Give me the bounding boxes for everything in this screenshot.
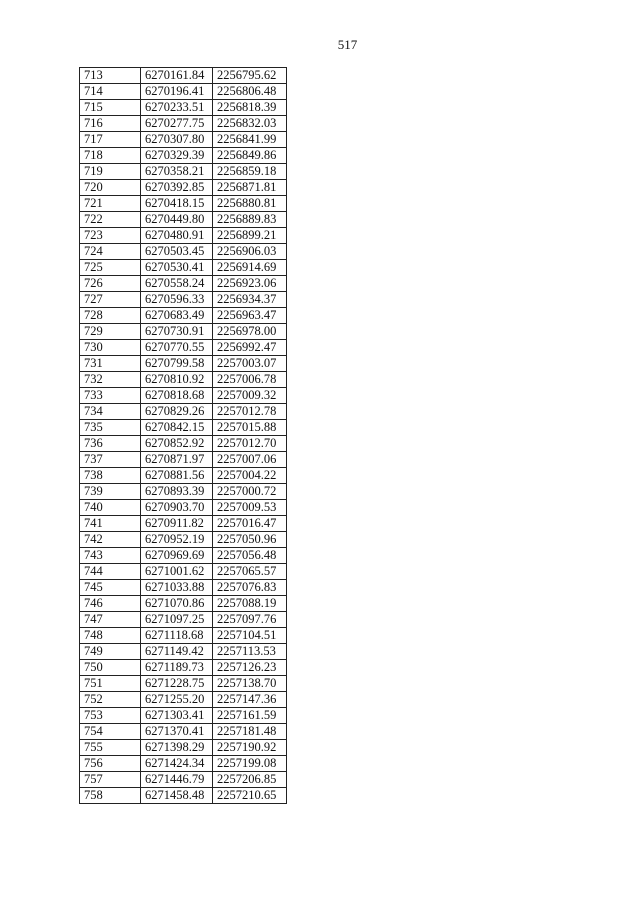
- y-coordinate-cell: 2256992.47: [213, 340, 287, 356]
- point-number-cell: 716: [80, 116, 141, 132]
- point-number-cell: 748: [80, 628, 141, 644]
- table-row: [80, 420, 287, 436]
- table-row: [80, 356, 287, 372]
- x-coordinate-cell: 6270358.21: [141, 164, 213, 180]
- point-number-cell: 742: [80, 532, 141, 548]
- point-number-cell: 727: [80, 292, 141, 308]
- x-coordinate-cell: 6271001.62: [141, 564, 213, 580]
- x-coordinate-cell: 6271189.73: [141, 660, 213, 676]
- table-row: [80, 100, 287, 116]
- table-row: [80, 292, 287, 308]
- y-coordinate-cell: 2257003.07: [213, 356, 287, 372]
- y-coordinate-cell: 2257190.92: [213, 740, 287, 756]
- point-number-cell: 746: [80, 596, 141, 612]
- y-coordinate-cell: 2257088.19: [213, 596, 287, 612]
- point-number-cell: 747: [80, 612, 141, 628]
- table-row: [80, 324, 287, 340]
- table-row: [80, 196, 287, 212]
- x-coordinate-cell: 6271398.29: [141, 740, 213, 756]
- point-number-cell: 753: [80, 708, 141, 724]
- point-number-cell: 721: [80, 196, 141, 212]
- table-row: [80, 116, 287, 132]
- point-number-cell: 750: [80, 660, 141, 676]
- point-number-cell: 722: [80, 212, 141, 228]
- x-coordinate-cell: 6270329.39: [141, 148, 213, 164]
- page-number: 517: [337, 37, 358, 52]
- table-row: [80, 276, 287, 292]
- y-coordinate-cell: 2257206.85: [213, 772, 287, 788]
- point-number-cell: 730: [80, 340, 141, 356]
- x-coordinate-cell: 6270852.92: [141, 436, 213, 452]
- point-number-cell: 713: [80, 68, 141, 84]
- table-row: [80, 404, 287, 420]
- point-number-cell: 720: [80, 180, 141, 196]
- point-number-cell: 729: [80, 324, 141, 340]
- x-coordinate-cell: 6270683.49: [141, 308, 213, 324]
- table-row: [80, 164, 287, 180]
- y-coordinate-cell: 2257016.47: [213, 516, 287, 532]
- x-coordinate-cell: 6270799.58: [141, 356, 213, 372]
- point-number-cell: 728: [80, 308, 141, 324]
- y-coordinate-cell: 2256963.47: [213, 308, 287, 324]
- y-coordinate-cell: 2257007.06: [213, 452, 287, 468]
- table-row: [80, 628, 287, 644]
- x-coordinate-cell: 6270903.70: [141, 500, 213, 516]
- x-coordinate-cell: 6270418.15: [141, 196, 213, 212]
- y-coordinate-cell: 2257000.72: [213, 484, 287, 500]
- x-coordinate-cell: 6271033.88: [141, 580, 213, 596]
- x-coordinate-cell: 6270392.85: [141, 180, 213, 196]
- y-coordinate-cell: 2257113.53: [213, 644, 287, 660]
- point-number-cell: 732: [80, 372, 141, 388]
- point-number-cell: 719: [80, 164, 141, 180]
- y-coordinate-cell: 2256899.21: [213, 228, 287, 244]
- x-coordinate-cell: 6270196.41: [141, 84, 213, 100]
- x-coordinate-cell: 6270277.75: [141, 116, 213, 132]
- table-row: [80, 516, 287, 532]
- point-number-cell: 741: [80, 516, 141, 532]
- table-row: [80, 132, 287, 148]
- point-number-cell: 717: [80, 132, 141, 148]
- y-coordinate-cell: 2257126.23: [213, 660, 287, 676]
- y-coordinate-cell: 2257210.65: [213, 788, 287, 804]
- x-coordinate-cell: 6270530.41: [141, 260, 213, 276]
- table-row: [80, 372, 287, 388]
- coordinates-table-body: [80, 68, 287, 804]
- y-coordinate-cell: 2256849.86: [213, 148, 287, 164]
- x-coordinate-cell: 6270911.82: [141, 516, 213, 532]
- x-coordinate-cell: 6271255.20: [141, 692, 213, 708]
- table-row: [80, 532, 287, 548]
- point-number-cell: 718: [80, 148, 141, 164]
- table-row: [80, 180, 287, 196]
- x-coordinate-cell: 6270893.39: [141, 484, 213, 500]
- point-number-cell: 755: [80, 740, 141, 756]
- x-coordinate-cell: 6270770.55: [141, 340, 213, 356]
- x-coordinate-cell: 6270881.56: [141, 468, 213, 484]
- y-coordinate-cell: 2256841.99: [213, 132, 287, 148]
- point-number-cell: 725: [80, 260, 141, 276]
- table-row: [80, 548, 287, 564]
- y-coordinate-cell: 2257009.32: [213, 388, 287, 404]
- y-coordinate-cell: 2257065.57: [213, 564, 287, 580]
- y-coordinate-cell: 2257050.96: [213, 532, 287, 548]
- y-coordinate-cell: 2256832.03: [213, 116, 287, 132]
- y-coordinate-cell: 2256889.83: [213, 212, 287, 228]
- point-number-cell: 745: [80, 580, 141, 596]
- x-coordinate-cell: 6271070.86: [141, 596, 213, 612]
- y-coordinate-cell: 2256978.00: [213, 324, 287, 340]
- coordinates-table: [79, 67, 287, 804]
- x-coordinate-cell: 6271228.75: [141, 676, 213, 692]
- point-number-cell: 737: [80, 452, 141, 468]
- point-number-cell: 723: [80, 228, 141, 244]
- point-number-cell: 731: [80, 356, 141, 372]
- table-row: [80, 772, 287, 788]
- table-row: [80, 612, 287, 628]
- point-number-cell: 740: [80, 500, 141, 516]
- y-coordinate-cell: 2257097.76: [213, 612, 287, 628]
- y-coordinate-cell: 2257015.88: [213, 420, 287, 436]
- table-row: [80, 708, 287, 724]
- x-coordinate-cell: 6270810.92: [141, 372, 213, 388]
- x-coordinate-cell: 6270842.15: [141, 420, 213, 436]
- table-row: [80, 68, 287, 84]
- x-coordinate-cell: 6271149.42: [141, 644, 213, 660]
- table-row: [80, 212, 287, 228]
- y-coordinate-cell: 2256906.03: [213, 244, 287, 260]
- y-coordinate-cell: 2257104.51: [213, 628, 287, 644]
- point-number-cell: 754: [80, 724, 141, 740]
- y-coordinate-cell: 2256880.81: [213, 196, 287, 212]
- y-coordinate-cell: 2257012.78: [213, 404, 287, 420]
- point-number-cell: 744: [80, 564, 141, 580]
- x-coordinate-cell: 6271446.79: [141, 772, 213, 788]
- table-row: [80, 596, 287, 612]
- table-row: [80, 228, 287, 244]
- table-row: [80, 564, 287, 580]
- x-coordinate-cell: 6270307.80: [141, 132, 213, 148]
- table-row: [80, 148, 287, 164]
- table-row: [80, 660, 287, 676]
- y-coordinate-cell: 2257006.78: [213, 372, 287, 388]
- x-coordinate-cell: 6270818.68: [141, 388, 213, 404]
- x-coordinate-cell: 6270161.84: [141, 68, 213, 84]
- point-number-cell: 752: [80, 692, 141, 708]
- table-row: [80, 500, 287, 516]
- table-row: [80, 740, 287, 756]
- x-coordinate-cell: 6270480.91: [141, 228, 213, 244]
- x-coordinate-cell: 6271458.48: [141, 788, 213, 804]
- y-coordinate-cell: 2257076.83: [213, 580, 287, 596]
- point-number-cell: 738: [80, 468, 141, 484]
- y-coordinate-cell: 2257056.48: [213, 548, 287, 564]
- point-number-cell: 726: [80, 276, 141, 292]
- x-coordinate-cell: 6270449.80: [141, 212, 213, 228]
- table-row: [80, 308, 287, 324]
- x-coordinate-cell: 6270596.33: [141, 292, 213, 308]
- y-coordinate-cell: 2256871.81: [213, 180, 287, 196]
- y-coordinate-cell: 2257138.70: [213, 676, 287, 692]
- table-row: [80, 580, 287, 596]
- x-coordinate-cell: 6270952.19: [141, 532, 213, 548]
- y-coordinate-cell: 2256818.39: [213, 100, 287, 116]
- point-number-cell: 739: [80, 484, 141, 500]
- point-number-cell: 735: [80, 420, 141, 436]
- table-row: [80, 788, 287, 804]
- point-number-cell: 734: [80, 404, 141, 420]
- point-number-cell: 724: [80, 244, 141, 260]
- table-row: [80, 676, 287, 692]
- x-coordinate-cell: 6270730.91: [141, 324, 213, 340]
- y-coordinate-cell: 2256923.06: [213, 276, 287, 292]
- x-coordinate-cell: 6270829.26: [141, 404, 213, 420]
- y-coordinate-cell: 2256914.69: [213, 260, 287, 276]
- table-row: [80, 452, 287, 468]
- x-coordinate-cell: 6271118.68: [141, 628, 213, 644]
- point-number-cell: 756: [80, 756, 141, 772]
- x-coordinate-cell: 6270871.97: [141, 452, 213, 468]
- point-number-cell: 715: [80, 100, 141, 116]
- table-row: [80, 692, 287, 708]
- x-coordinate-cell: 6271424.34: [141, 756, 213, 772]
- x-coordinate-cell: 6271097.25: [141, 612, 213, 628]
- y-coordinate-cell: 2257181.48: [213, 724, 287, 740]
- x-coordinate-cell: 6270969.69: [141, 548, 213, 564]
- table-row: [80, 244, 287, 260]
- x-coordinate-cell: 6270233.51: [141, 100, 213, 116]
- point-number-cell: 733: [80, 388, 141, 404]
- y-coordinate-cell: 2257199.08: [213, 756, 287, 772]
- point-number-cell: 736: [80, 436, 141, 452]
- table-row: [80, 340, 287, 356]
- y-coordinate-cell: 2256934.37: [213, 292, 287, 308]
- point-number-cell: 757: [80, 772, 141, 788]
- table-row: [80, 756, 287, 772]
- x-coordinate-cell: 6270503.45: [141, 244, 213, 260]
- point-number-cell: 758: [80, 788, 141, 804]
- table-row: [80, 484, 287, 500]
- point-number-cell: 743: [80, 548, 141, 564]
- point-number-cell: 749: [80, 644, 141, 660]
- x-coordinate-cell: 6271370.41: [141, 724, 213, 740]
- table-row: [80, 84, 287, 100]
- y-coordinate-cell: 2256859.18: [213, 164, 287, 180]
- table-row: [80, 644, 287, 660]
- y-coordinate-cell: 2256806.48: [213, 84, 287, 100]
- table-row: [80, 388, 287, 404]
- table-row: [80, 260, 287, 276]
- y-coordinate-cell: 2256795.62: [213, 68, 287, 84]
- y-coordinate-cell: 2257009.53: [213, 500, 287, 516]
- x-coordinate-cell: 6270558.24: [141, 276, 213, 292]
- point-number-cell: 751: [80, 676, 141, 692]
- y-coordinate-cell: 2257147.36: [213, 692, 287, 708]
- table-row: [80, 436, 287, 452]
- x-coordinate-cell: 6271303.41: [141, 708, 213, 724]
- point-number-cell: 714: [80, 84, 141, 100]
- y-coordinate-cell: 2257004.22: [213, 468, 287, 484]
- y-coordinate-cell: 2257012.70: [213, 436, 287, 452]
- y-coordinate-cell: 2257161.59: [213, 708, 287, 724]
- table-row: [80, 724, 287, 740]
- table-row: [80, 468, 287, 484]
